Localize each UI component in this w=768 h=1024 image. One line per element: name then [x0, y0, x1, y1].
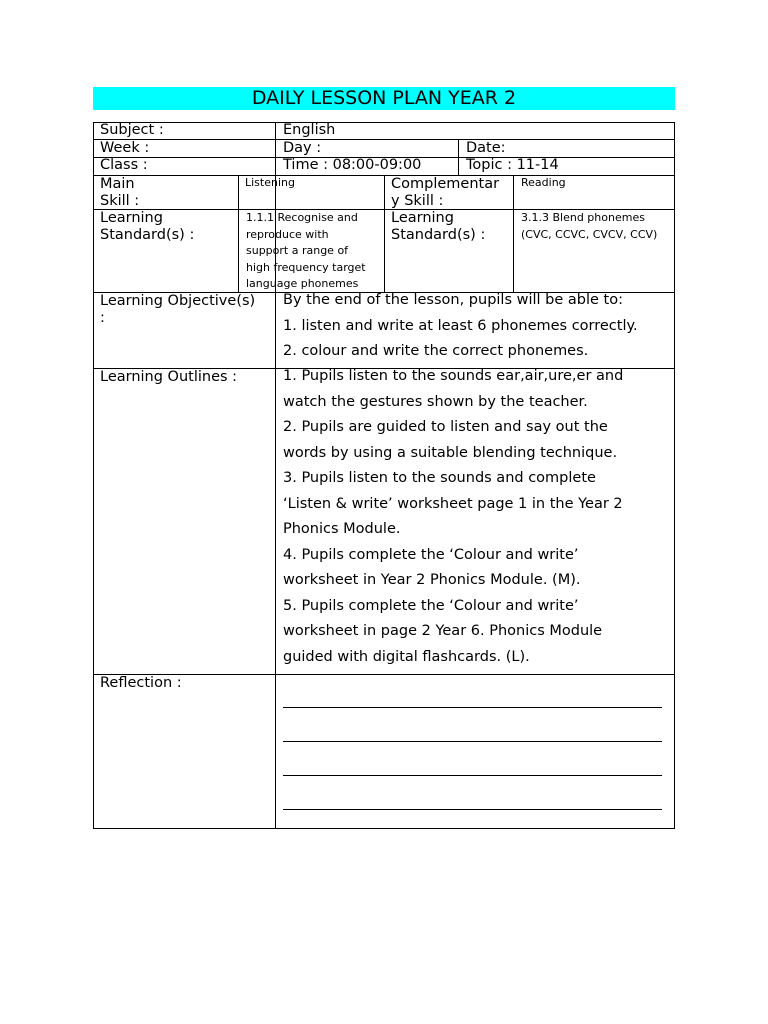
learning-standard-label-line2: Standard(s) : [100, 227, 195, 243]
comp-learning-standard-value-line2: (CVC, CCVC, CVCV, CCV) [521, 227, 658, 241]
outline-line: ‘Listen & write’ worksheet page 1 in the Year 2 [283, 495, 623, 512]
objectives-label-line1: Learning Objective(s) [100, 293, 256, 309]
week-label: Week : [100, 140, 150, 156]
outlines-label: Learning Outlines : [100, 369, 238, 385]
complementary-skill-label-line1: Complementar [391, 176, 500, 192]
class-label: Class : [100, 157, 148, 173]
objective-line: By the end of the lesson, pupils will be able to: [283, 292, 623, 308]
main-skill-value: Listening [245, 176, 295, 189]
time-label: Time : 08:00-09:00 [283, 157, 422, 173]
learning-standard-value-line1: 1.1.1 Recognise and [246, 211, 358, 224]
outline-line: 4. Pupils complete the ‘Colour and write’ [283, 546, 579, 563]
objective-line: 1. listen and write at least 6 phonemes correctly. [283, 317, 638, 334]
objectives-label-line2: : [100, 310, 105, 326]
objective-line: 2. colour and write the correct phonemes. [283, 343, 589, 359]
subject-label: Subject : [100, 122, 164, 138]
outline-line: words by using a suitable blending technique. [283, 444, 618, 461]
column-divider [384, 175, 385, 292]
outline-line: worksheet in Year 2 Phonics Module. (M). [283, 572, 581, 588]
date-label: Date: [466, 140, 506, 156]
learning-standard-value-line2: reproduce with [246, 227, 329, 241]
column-divider [513, 175, 514, 292]
topic-label: Topic : 11-14 [466, 157, 559, 173]
outline-line: 3. Pupils listen to the sounds and complete [283, 470, 596, 486]
reflection-writing-line[interactable] [283, 707, 662, 708]
reflection-writing-line[interactable] [283, 741, 662, 742]
main-skill-label-line2: Skill : [100, 193, 140, 209]
comp-learning-standard-label-line1: Learning [391, 210, 454, 226]
main-skill-label-line1: Main [100, 176, 135, 192]
outline-line: 2. Pupils are guided to listen and say out the [283, 419, 608, 435]
complementary-skill-label-line2: y Skill : [391, 193, 444, 209]
comp-learning-standard-label-line2: Standard(s) : [391, 227, 486, 243]
column-divider [238, 175, 239, 292]
subject-value: English [283, 122, 336, 138]
day-label: Day : [283, 140, 322, 156]
reflection-writing-line[interactable] [283, 809, 662, 810]
outline-line: Phonics Module. [283, 521, 401, 537]
outline-line: 5. Pupils complete the ‘Colour and write’ [283, 597, 579, 614]
learning-standard-value-line4: high frequency target [246, 260, 366, 274]
learning-standard-value-line5: language phonemes [246, 277, 359, 290]
comp-learning-standard-value-line1: 3.1.3 Blend phonemes [521, 211, 645, 224]
reflection-writing-line[interactable] [283, 775, 662, 776]
learning-standard-value-line3: support a range of [246, 244, 349, 257]
outline-line: 1. Pupils listen to the sounds ear,air,ure,er and [283, 368, 624, 384]
learning-standard-label-line1: Learning [100, 210, 163, 226]
row-divider [93, 139, 675, 140]
reflection-label: Reflection : [100, 675, 182, 691]
column-divider [458, 139, 459, 175]
complementary-skill-value: Reading [521, 176, 566, 189]
outline-line: watch the gestures shown by the teacher. [283, 393, 588, 410]
page-title: DAILY LESSON PLAN YEAR 2 [93, 87, 675, 110]
outline-line: worksheet in page 2 Year 6. Phonics Module [283, 623, 603, 639]
outline-line: guided with digital flashcards. (L). [283, 648, 530, 665]
